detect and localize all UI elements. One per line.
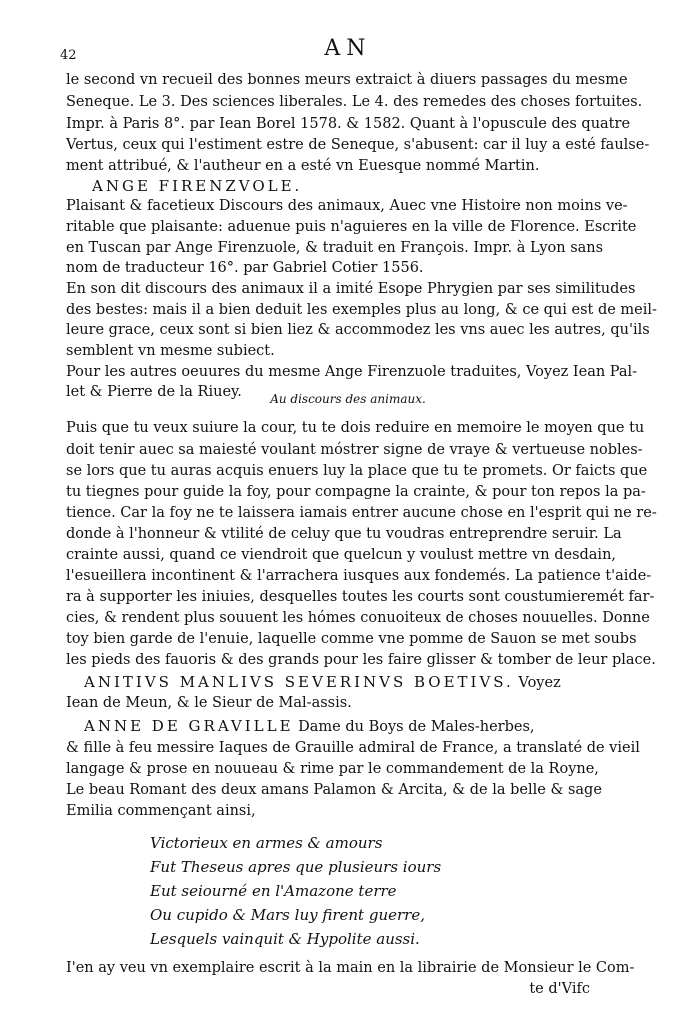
catchword: te d'Vifc: [529, 981, 590, 997]
entry-anitius: [84, 672, 604, 693]
verse-line: Ou cupido & Mars luy firent guerre,: [150, 906, 425, 924]
verse-line: Fut Theseus apres que plusieurs iours: [150, 858, 442, 876]
entry-heading: ANGE FIRENZVOLE.: [92, 177, 303, 195]
running-head: AN: [324, 36, 372, 61]
text-line: Pour les autres oeuures du mesme Ange Firenzuole traduites, Voyez Iean Pal-: [66, 364, 638, 380]
text-line: Le beau Romant des deux amans Palamon & Arcita, & de la belle & sage: [66, 782, 602, 798]
text-line: let & Pierre de la Riuey.: [66, 384, 242, 400]
text-line: cies, & rendent plus souuent les hómes conuoiteux de choses nouuelles. Donne: [66, 610, 650, 626]
entry-text: Dame du Boys de Males-herbes,: [293, 719, 535, 735]
text-line: nom de traducteur 16°. par Gabriel Cotier 1556.: [66, 260, 424, 276]
text-line: leure grace, ceux sont si bien liez & accommodez les vns auec les autres, qu'ils: [66, 322, 650, 338]
text-line: se lors que tu auras acquis enuers luy la place que tu te promets. Or faicts que: [66, 463, 648, 479]
page-number: 42: [60, 48, 77, 63]
text-line: les pieds des fauoris & des grands pour les faire glisser & tomber de leur place.: [66, 652, 656, 668]
text-line: le second vn recueil des bonnes meurs extraict à diuers passages du mesme: [66, 72, 628, 88]
text-line: En son dit discours des animaux il a imité Esope Phrygien par ses similitudes: [66, 281, 636, 297]
text-line: Puis que tu veux suiure la cour, tu te dois reduire en memoire le moyen que tu: [66, 420, 645, 436]
text-line: l'esueillera incontinent & l'arrachera iusques aux fondemés. La patience t'aide-: [66, 568, 652, 584]
text-line: toy bien garde de l'enuie, laquelle comme vne pomme de Sauon se met soubs: [66, 631, 637, 647]
text-line: langage & prose en nouueau & rime par le commandement de la Royne,: [66, 761, 599, 777]
text-line: tu tiegnes pour guide la foy, pour compagne la crainte, & pour ton repos la pa-: [66, 484, 646, 500]
text-line: Emilia commençant ainsi,: [66, 803, 256, 819]
text-line: crainte aussi, quand ce viendroit que quelcun y voulust mettre vn desdain,: [66, 547, 617, 563]
text-line: ritable que plaisante: aduenue puis n'aguieres en la ville de Florence. Escrite: [66, 219, 637, 235]
verse-line: Victorieux en armes & amours: [150, 834, 383, 852]
text-line: doit tenir auec sa maiesté voulant móstrer signe de vraye & vertueuse nobles-: [66, 442, 643, 458]
text-line: Seneque. Le 3. Des sciences liberales. Le 4. des remedes des choses fortuites.: [66, 94, 643, 110]
text-line: Plaisant & facetieux Discours des animaux, Auec vne Histoire non moins ve-: [66, 198, 628, 214]
entry-heading: ANITIVS MANLIVS SEVERINVS BOETIVS.: [84, 673, 514, 691]
verse-line: Lesquels vainquit & Hypolite aussi.: [150, 930, 420, 948]
text-line: en Tuscan par Ange Firenzuole, & traduit en François. Impr. à Lyon sans: [66, 240, 604, 256]
verse-line: Eut seiourné en l'Amazone terre: [150, 882, 397, 900]
text-line: & fille à feu messire Iaques de Grauille admiral de France, a translaté de vieil: [66, 740, 640, 756]
text-line: Iean de Meun, & le Sieur de Mal-assis.: [66, 695, 352, 711]
entry-heading: ANNE DE GRAVILLE: [84, 717, 294, 735]
entry-text: Voyez: [513, 675, 561, 691]
text-line: ment attribué, & l'autheur en a esté vn Euesque nommé Martin.: [66, 158, 540, 174]
text-line: ra à supporter les iniuies, desquelles toutes les courts sont coustumieremét far-: [66, 589, 655, 605]
text-line: donde à l'honneur & vtilité de celuy que tu voudras entreprendre seruir. La: [66, 526, 622, 542]
text-line: I'en ay veu vn exemplaire escrit à la main en la librairie de Monsieur le Com-: [66, 960, 635, 976]
text-line: des bestes: mais il a bien deduit les exemples plus au long, & ce qui est de meil-: [66, 302, 657, 318]
section-subheading: Au discours des animaux.: [270, 392, 426, 406]
text-line: Vertus, ceux qui l'estiment estre de Seneque, s'abusent: car il luy a esté faulse-: [66, 137, 650, 153]
text-line: semblent vn mesme subiect.: [66, 343, 275, 359]
text-line: tience. Car la foy ne te laissera iamais entrer aucune chose en l'esprit qui ne re-: [66, 505, 657, 521]
text-line: Impr. à Paris 8°. par Iean Borel 1578. & 1582. Quant à l'opuscule des quatre: [66, 116, 631, 132]
entry-anne: [84, 716, 604, 737]
